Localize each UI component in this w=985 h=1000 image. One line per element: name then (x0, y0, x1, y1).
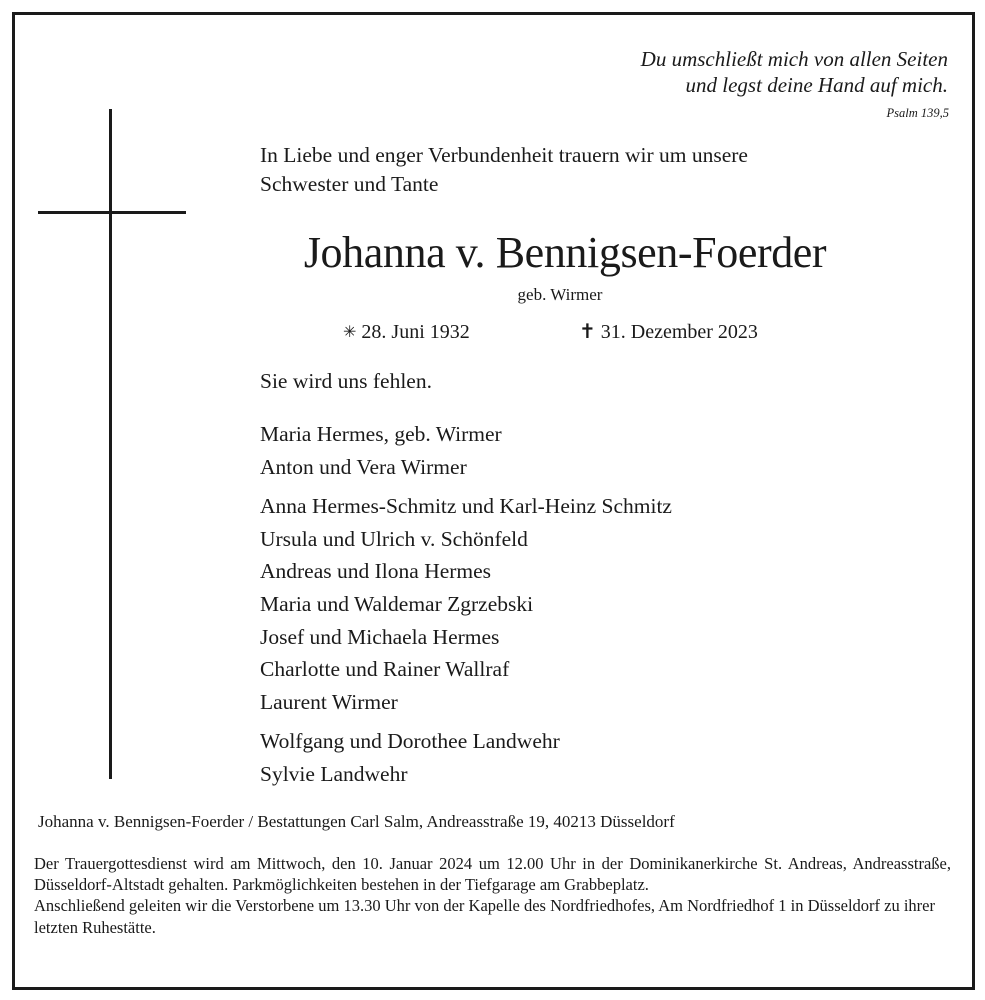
mourner-name: Anna Hermes-Schmitz und Karl-Heinz Schmitz (260, 494, 672, 519)
service-information (34, 853, 951, 938)
death-date-line (579, 318, 758, 346)
birth-date-line (343, 318, 470, 347)
birth-date: 28. Juni 1932 (361, 321, 470, 343)
star-icon: ✳ (343, 324, 357, 341)
cross-icon-vertical-bar (109, 109, 112, 779)
cross-icon-horizontal-bar (38, 211, 186, 214)
psalm-quote-line: Du umschließt mich von allen Seiten (640, 47, 948, 71)
mourner-group (260, 418, 960, 483)
mourner-name: Sylvie Landwehr (260, 761, 408, 786)
farewell-text: Sie wird uns fehlen. (260, 369, 432, 393)
correspondence-address: Johanna v. Bennigsen-Foerder / Bestattungen Carl Salm, Andreasstraße 19, 40213 Düsseldorf (38, 812, 675, 831)
psalm-quote (440, 46, 948, 98)
mourner-name: Charlotte und Rainer Wallraf (260, 657, 510, 682)
intro-line: In Liebe und enger Verbundenheit trauern wir um unsere (260, 143, 748, 167)
mourner-name: Josef und Michaela Hermes (260, 624, 500, 649)
mourner-name: Andreas und Ilona Hermes (260, 559, 492, 584)
mourner-group (260, 725, 960, 790)
mourner-name: Anton und Vera Wirmer (260, 454, 467, 479)
service-paragraph: Der Trauergottesdienst wird am Mittwoch, den 10. Januar 2024 um 12.00 Uhr in der Dominikanerkirche St. Andreas, Andreasstraße, Düsseldorf-Altstadt gehalten. Parkmöglichkeiten bestehen in der Tiefgarage am Grabbeplatz. (34, 854, 951, 895)
mourner-name: Laurent Wirmer (260, 689, 398, 714)
intro-text (260, 141, 960, 199)
death-date: 31. Dezember 2023 (600, 321, 758, 343)
psalm-quote-line: und legst deine Hand auf mich. (685, 73, 948, 97)
service-paragraph: Anschließend geleiten wir die Verstorbene um 13.30 Uhr von der Kapelle des Nordfriedhofes, Am Nordfriedhof 1 in Düsseldorf zu ihrer letzten Ruhestätte. (34, 896, 935, 937)
mourner-name: Maria und Waldemar Zgrzebski (260, 591, 534, 616)
cross-icon: ✝ (579, 321, 596, 343)
mourner-name: Wolfgang und Dorothee Landwehr (260, 729, 560, 754)
mourners-list (260, 418, 960, 798)
birth-name: geb. Wirmer (517, 285, 603, 304)
mourner-name: Maria Hermes, geb. Wirmer (260, 422, 502, 446)
mourner-name: Ursula und Ulrich v. Schönfeld (260, 526, 528, 551)
psalm-reference: Psalm 139,5 (886, 106, 949, 120)
mourner-group (260, 490, 960, 718)
intro-line: Schwester und Tante (260, 172, 439, 196)
deceased-name: Johanna v. Bennigsen-Foerder (303, 228, 827, 277)
